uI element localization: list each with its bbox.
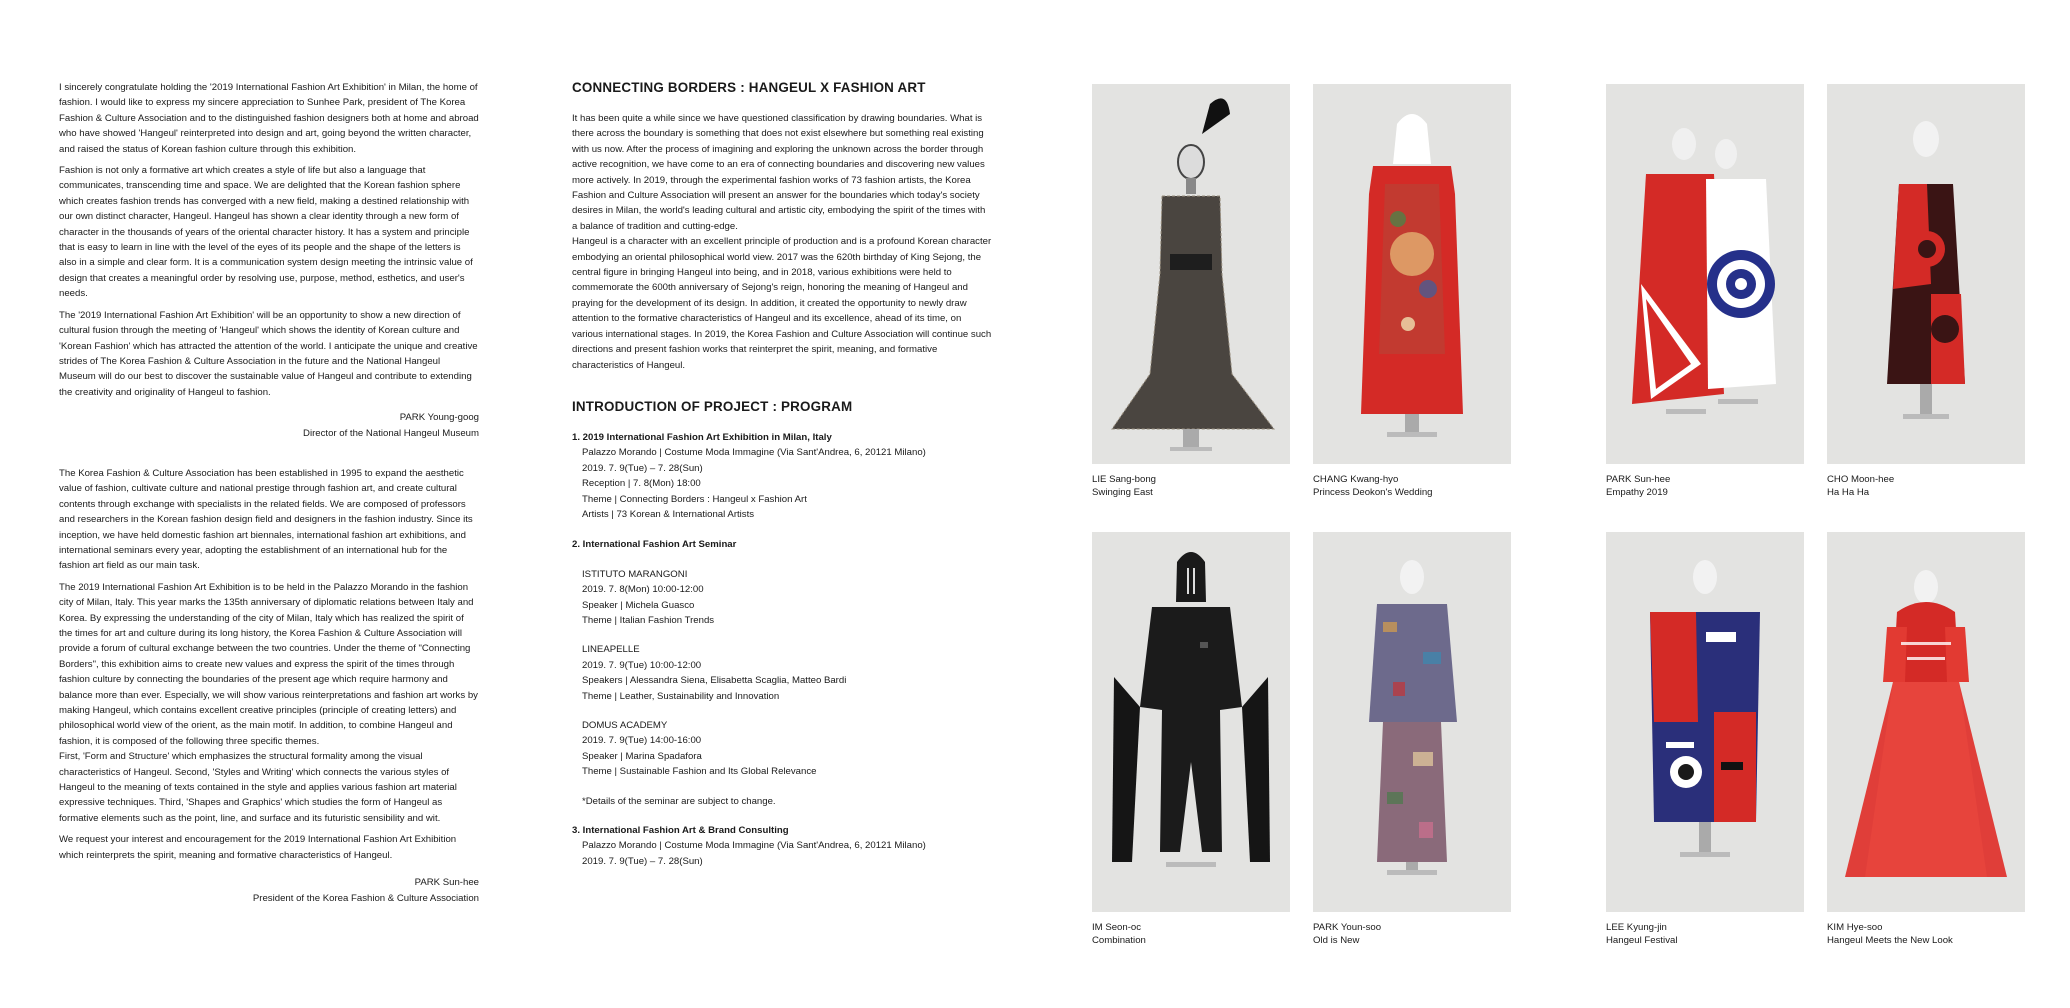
artwork-photo	[1606, 532, 1804, 912]
intro-paragraph-3: The '2019 International Fashion Art Exhibition' will be an opportunity to show a new direction of cultural fusion through the meeting of 'Hangeul' which shows the identity of Korean culture and 'Korean Fashion' which has attracted the attention of the world. I anticipate the unique and creative strides of The Korea Fashion & Culture Association in the future and the National Hangeul Museum will do our best to discover the sustainable value of Hangeul and contribute to extending the creativity and originality of Hangeul to fashion.	[59, 309, 478, 398]
artwork-title: Ha Ha Ha	[1827, 486, 1870, 498]
program-line: 2019. 7. 9(Tue) 14:00-16:00	[582, 735, 702, 747]
dress-illustration	[1092, 532, 1290, 912]
dress-illustration	[1827, 532, 2025, 912]
artwork-title: Old is New	[1313, 934, 1360, 946]
artwork-photo	[1313, 84, 1511, 464]
artwork-title: Empathy 2019	[1606, 486, 1668, 498]
intro-paragraph-2: Fashion is not only a formative art which creates a style of life but also a language that communicates, transcending time and space. We are delighted that the Korean fashion sphere which creates fashion trends has converged with a new field, making a destined relationship with our own distinct character, Hangeul. Hangeul has shown a clear identity through a new form of character in the thousands of years of the oriental character history. It has a system and principle that is easy to learn in line with the level of the eyes of its people and the shape of the letters is also in a simple and clear form. It is a communication system design meeting the intrinsic value of design that creates a meaningful order by resolving use, purpose, method, esthetics, and user's needs.	[59, 165, 473, 300]
dress-illustration	[1092, 84, 1290, 464]
artwork-title: Hangeul Festival	[1606, 934, 1678, 946]
program-line: Speaker | Michela Guasco	[582, 599, 695, 611]
artist-name: LIE Sang-bong	[1092, 474, 1157, 485]
artwork-photo	[1606, 84, 1804, 464]
artwork-photo	[1092, 532, 1290, 912]
signature-title: President of the Korea Fashion & Culture Association	[252, 892, 479, 904]
section-heading: CONNECTING BORDERS : HANGEUL X FASHION ART	[572, 80, 926, 95]
program-line: 2019. 7. 8(Mon) 10:00-12:00	[582, 584, 704, 596]
artist-name: PARK Sun-hee	[1606, 474, 1671, 485]
program-item-title: 1. 2019 International Fashion Art Exhibition in Milan, Italy	[572, 431, 832, 443]
dress-illustration	[1313, 84, 1511, 464]
artwork-caption	[1827, 474, 2027, 499]
program-item-title: 2. International Fashion Art Seminar	[572, 539, 737, 551]
seminar-note: *Details of the seminar are subject to change.	[582, 795, 776, 807]
artist-name: CHO Moon-hee	[1827, 474, 1895, 485]
artwork-caption	[1313, 474, 1513, 499]
artwork-title: Princess Deokon's Wedding	[1313, 486, 1433, 498]
artist-name: LEE Kyung-jin	[1606, 922, 1667, 933]
program-line: Reception | 7. 8(Mon) 18:00	[582, 478, 701, 490]
left-text-column	[59, 80, 479, 906]
artwork-photo	[1827, 532, 2025, 912]
section-heading: INTRODUCTION OF PROJECT : PROGRAM	[572, 398, 853, 414]
artwork-photo	[1827, 84, 2025, 464]
program-line: Theme | Italian Fashion Trends	[582, 614, 715, 626]
artist-name: IM Seon-oc	[1092, 922, 1142, 933]
program-line: Palazzo Morando | Costume Moda Immagine (Via Sant'Andrea, 6, 20121 Milano)	[582, 447, 926, 459]
seminar-venue: ISTITUTO MARANGONI	[582, 568, 688, 580]
program-line: Artists | 73 Korean & International Artists	[582, 508, 755, 520]
artwork-caption	[1606, 474, 1806, 499]
artwork-photo	[1092, 84, 1290, 464]
seminar-venue: DOMUS ACADEMY	[582, 720, 668, 731]
artwork-caption	[1313, 922, 1513, 947]
artist-name: CHANG Kwang-hyo	[1313, 474, 1399, 485]
program-line: Speakers | Alessandra Siena, Elisabetta Scaglia, Matteo Bardi	[582, 675, 847, 687]
artwork-caption	[1606, 922, 1806, 947]
program-line: Theme | Connecting Borders : Hangeul x Fashion Art	[582, 493, 807, 505]
signature-title: Director of the National Hangeul Museum	[303, 427, 479, 439]
artwork-title: Swinging East	[1092, 486, 1153, 498]
program-list	[572, 430, 992, 869]
artwork-photo	[1313, 532, 1511, 912]
artist-name: PARK Youn-soo	[1313, 922, 1382, 933]
artwork-title: Combination	[1092, 934, 1146, 946]
signature-name: PARK Sun-hee	[414, 877, 479, 889]
program-line: 2019. 7. 9(Tue) – 7. 28(Sun)	[582, 462, 703, 474]
program-item-title: 3. International Fashion Art & Brand Consulting	[572, 825, 789, 837]
program-line: Palazzo Morando | Costume Moda Immagine (Via Sant'Andrea, 6, 20121 Milano)	[582, 840, 926, 852]
dress-illustration	[1606, 532, 1804, 912]
middle-text-column	[572, 80, 992, 869]
program-line: Theme | Sustainable Fashion and Its Global Relevance	[582, 766, 817, 778]
dress-illustration	[1313, 532, 1511, 912]
program-line: Speaker | Marina Spadafora	[582, 750, 702, 762]
connecting-borders-text: It has been quite a while since we have questioned classification by drawing boundaries. What is there across the boundary is something that does not exist elsewhere but something real existing with us now. After the process of imagining and exploring the unknown across the border through active recognition, we have come to an era of connecting boundaries and discovering new values more actively. In 2019, through the experimental fashion works of 73 fashion artists, the Korea Fashion and Culture Association will present an answer for the boundaries which today's society desires in Milan, the world's leading cultural and artistic city, embodying the spirit of the times with a balance of tradition and cutting-edge. Hangeul is a character with an excellent principle of production and is a profound Korean character embodying an oriental philosophical world view. 2017 was the 620th birthday of King Sejong, the central figure in bringing Hangeul into being, and in 2018, various exhibitions were held to commemorate the 600th anniversary of Sejong's reign, honoring the meaning of Hangeul and praying for the development of its design. In addition, it created the opportunity to newly draw attention to the formative characteristics of Hangeul and its excellence, ahead of its time, on various international stages. In 2019, the Korea Fashion and Culture Association will continue such directions and present fashion works that reinterpret the spirit, meaning, and formative characteristics of Hangeul.	[572, 113, 992, 371]
program-line: 2019. 7. 9(Tue) – 7. 28(Sun)	[582, 855, 703, 867]
program-line: 2019. 7. 9(Tue) 10:00-12:00	[582, 659, 702, 671]
artwork-title: Hangeul Meets the New Look	[1827, 934, 1953, 946]
dress-illustration	[1606, 84, 1804, 464]
intro-paragraph-1: I sincerely congratulate holding the '2019 International Fashion Art Exhibition' in Milan, the home of fashion. I would like to express my sincere appreciation to Sunhee Park, president of The Korea Fashion & Culture Association and to the distinguished fashion designers both at home and abroad who have showed 'Hangeul' reinterpreted into design and art, going beyond the written character, and raised the status of Korean fashion culture through this exhibition.	[59, 82, 479, 155]
association-paragraph-2: The 2019 International Fashion Art Exhibition is to be held in the Palazzo Morando in the fashion city of Milan, Italy. This year marks the 135th anniversary of diplomatic relations between Italy and Korea. By expressing the understanding of the city of Milan, Italy which has realized the spirit of the times for art and culture during its long history, the Korea Fashion & Culture Association will provide a forum of cultural exchange between the two countries. Under the theme of "Connecting Borders", this exhibition aims to create new values and express the spirit of the times through fashion culture by connecting the boundaries of the present age which require harmony and balance more than ever. Especially, we will show various reinterpretations and fashion art works by making Hangeul, which contains excellent creative principles (principle of creating letters) and philosophical world view of the orient, as the main motif. In addition, to combine Hangeul and fashion, it is composed of the following three specific themes. First, 'Form and Structure' which emphasizes the structural formality among the visual characteristics of Hangeul. Second, 'Styles and Writing' which connects the various styles of Hangeul to the meaning of texts contained in the style and applies various fashion art material expressive techniques. Third, 'Shapes and Graphics' which studies the form of Hangeul as formative elements such as the point, line, and surface and its futuristic sensibility and wit.	[59, 581, 478, 824]
signature-name: PARK Young-goog	[399, 412, 479, 424]
dress-illustration	[1827, 84, 2025, 464]
seminar-venue: LINEAPELLE	[582, 644, 640, 656]
artwork-caption	[1092, 922, 1292, 947]
association-paragraph-1: The Korea Fashion & Culture Association has been established in 1995 to expand the aesthetic value of fashion, cultivate culture and national prestige through fashion art, and create cultural contents through exchange with specialists in the related fields. We are composed of professors and researchers in the Korean fashion design field and designers in the fashion industry. Since its inception, we have held domestic fashion art biennales, international fashion art exhibitions, and international seminars every year, adopting the establishment of an international hub for the fashion art field as our main task.	[59, 467, 473, 572]
artwork-caption	[1092, 474, 1292, 499]
association-paragraph-3: We request your interest and encouragement for the 2019 International Fashion Art Exhibition which reinterprets the spirit, meaning and formative characteristics of Hangeul.	[59, 834, 457, 861]
program-line: Theme | Leather, Sustainability and Innovation	[582, 690, 780, 702]
artist-name: KIM Hye-soo	[1827, 922, 1883, 933]
artwork-caption	[1827, 922, 2027, 947]
